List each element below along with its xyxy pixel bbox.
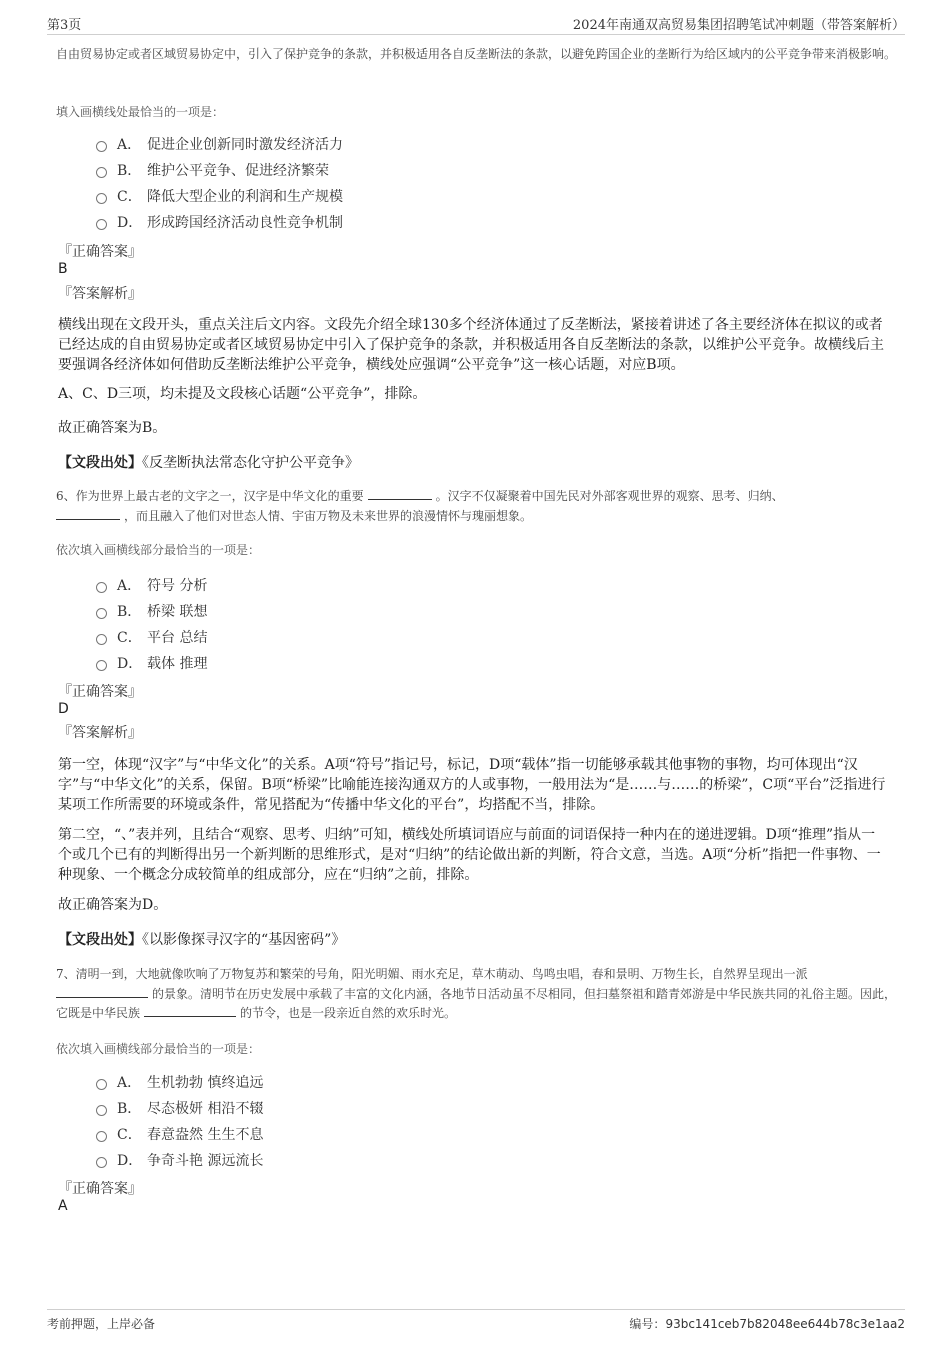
answer-blank <box>144 1004 236 1017</box>
q7-options <box>96 1069 263 1173</box>
q6-stem: 6、作为世界上最古老的文字之一，汉字是中华文化的重要 。汉字不仅凝聚着中国先民对外部客观世界的观察、思考、归纳、 ，而且融入了他们对世态人情、宇宙万物及未来世界的浪漫情怀与瑰丽想象。 <box>56 489 784 523</box>
q6-answer: D <box>58 701 69 717</box>
q5-passage-tail: 自由贸易协定或者区域贸易协定中，引入了保护竞争的条款，并积极适用各自反垄断法的条款，以避免跨国企业的垄断行为给区域内的公平竞争带来消极影响。 <box>56 47 897 61</box>
radio-icon[interactable] <box>96 141 107 152</box>
q6-prompt: 依次填入画横线部分最恰当的一项是： <box>56 543 261 557</box>
q6-answer-label: 『正确答案』 <box>58 684 142 700</box>
radio-icon[interactable] <box>96 582 107 593</box>
q5-answer-label: 『正确答案』 <box>58 244 142 260</box>
q6-option-d[interactable]: D． 载体 推理 <box>96 650 207 676</box>
page-number: 第3页 <box>47 18 82 33</box>
q5-option-a[interactable]: A． 促进企业创新同时激发经济活力 <box>96 131 343 157</box>
radio-icon[interactable] <box>96 193 107 204</box>
q5-option-d[interactable]: D． 形成跨国经济活动良性竞争机制 <box>96 209 343 235</box>
radio-icon[interactable] <box>96 1157 107 1168</box>
answer-blank <box>56 985 148 998</box>
q6-option-a[interactable]: A． 符号 分析 <box>96 572 207 598</box>
q6-option-c[interactable]: C． 平台 总结 <box>96 624 207 650</box>
q7-option-b[interactable]: B． 尽态极妍 相沿不辍 <box>96 1095 263 1121</box>
q5-analysis-2: A、C、D三项，均未提及文段核心话题“公平竞争”，排除。 <box>58 386 427 402</box>
q7-answer: A <box>58 1198 68 1214</box>
q5-option-c[interactable]: C． 降低大型企业的利润和生产规模 <box>96 183 343 209</box>
page-footer <box>47 1309 905 1334</box>
radio-icon[interactable] <box>96 634 107 645</box>
footer-slogan: 考前押题，上岸必备 <box>47 1317 156 1331</box>
q5-prompt: 填入画横线处最恰当的一项是： <box>56 105 225 119</box>
radio-icon[interactable] <box>96 1079 107 1090</box>
q7-option-a[interactable]: A． 生机勃勃 慎终追远 <box>96 1069 263 1095</box>
document-code: 编号：93bc141ceb7b82048ee644b78c3e1aa2 <box>629 1317 905 1331</box>
q6-options <box>96 572 207 676</box>
radio-icon[interactable] <box>96 219 107 230</box>
q5-analysis-3: 故正确答案为B。 <box>58 420 167 436</box>
page-header <box>47 12 905 35</box>
q5-source: 【文段出处】《反垄断执法常态化守护公平竞争》 <box>58 455 359 471</box>
q7-answer-label: 『正确答案』 <box>58 1181 142 1197</box>
q6-analysis-label: 『答案解析』 <box>58 725 142 741</box>
radio-icon[interactable] <box>96 1131 107 1142</box>
q5-analysis-label: 『答案解析』 <box>58 286 142 302</box>
radio-icon[interactable] <box>96 660 107 671</box>
q6-source: 【文段出处】《以影像探寻汉字的“基因密码”》 <box>58 932 346 948</box>
radio-icon[interactable] <box>96 608 107 619</box>
q6-analysis-3: 故正确答案为D。 <box>58 897 168 913</box>
q5-options <box>96 131 343 235</box>
q5-answer: B <box>58 261 68 277</box>
answer-blank <box>56 507 120 520</box>
q7-option-d[interactable]: D． 争奇斗艳 源远流长 <box>96 1147 263 1173</box>
q6-option-b[interactable]: B． 桥梁 联想 <box>96 598 207 624</box>
answer-blank <box>368 487 432 500</box>
q7-option-c[interactable]: C． 春意盎然 生生不息 <box>96 1121 263 1147</box>
q6-analysis-2: 第二空，“、”表并列，且结合“观察、思考、归纳”可知，横线处所填词语应与前面的词语保持一种内在的递进逻辑。D项“推理”指从一个或几个已有的判断得出另一个新判断的思维形式，是对“归纳”的结论做出新的判断，符合文意，当选。A项“分析”指把一件事物、一种现象、一个概念分成较简单的组成部分，应在“归纳”之前，排除。 <box>58 827 881 883</box>
q7-stem: 7、清明一到，大地就像吹响了万物复苏和繁荣的号角，阳光明媚、雨水充足，草木萌动、鸟鸣虫唱，春和景明、万物生长，自然界呈现出一派的景象。清明节在历史发展中承载了丰富的文化内涵，各地节日活动虽不尽相同，但扫墓祭祖和踏青郊游是中华民族共同的礼俗主题。因此，它既是中华民族 的节令，也是一段亲近自然的欢乐时光。 <box>56 967 897 1020</box>
document-title: 2024年南通双高贸易集团招聘笔试冲刺题（带答案解析） <box>572 18 905 33</box>
radio-icon[interactable] <box>96 1105 107 1116</box>
q5-option-b[interactable]: B． 维护公平竞争、促进经济繁荣 <box>96 157 343 183</box>
radio-icon[interactable] <box>96 167 107 178</box>
q5-analysis-1: 横线出现在文段开头，重点关注后文内容。文段先介绍全球130多个经济体通过了反垄断法，紧接着讲述了各主要经济体在拟议的或者已经达成的自由贸易协定或者区域贸易协定中引入了保护竞争的条款，并积极适用各自反垄断法的条款，以维护公平竞争。故横线后主要强调各经济体如何借助反垄断法维护公平竞争，横线处应强调“公平竞争”这一核心话题，对应B项。 <box>58 317 884 373</box>
q7-prompt: 依次填入画横线部分最恰当的一项是： <box>56 1042 261 1056</box>
q6-analysis-1: 第一空，体现“汉字”与“中华文化”的关系。A项“符号”指记号，标记，D项“载体”指一切能够承载其他事物的事物，均可体现出“汉字”与“中华文化”的关系，保留。B项“桥梁”比喻能连接沟通双方的人或事物，一般用法为“是……与……的桥梁”，C项“平台”泛指进行某项工作所需要的环境或条件，常见搭配为“传播中华文化的平台”，均搭配不当，排除。 <box>58 757 886 813</box>
